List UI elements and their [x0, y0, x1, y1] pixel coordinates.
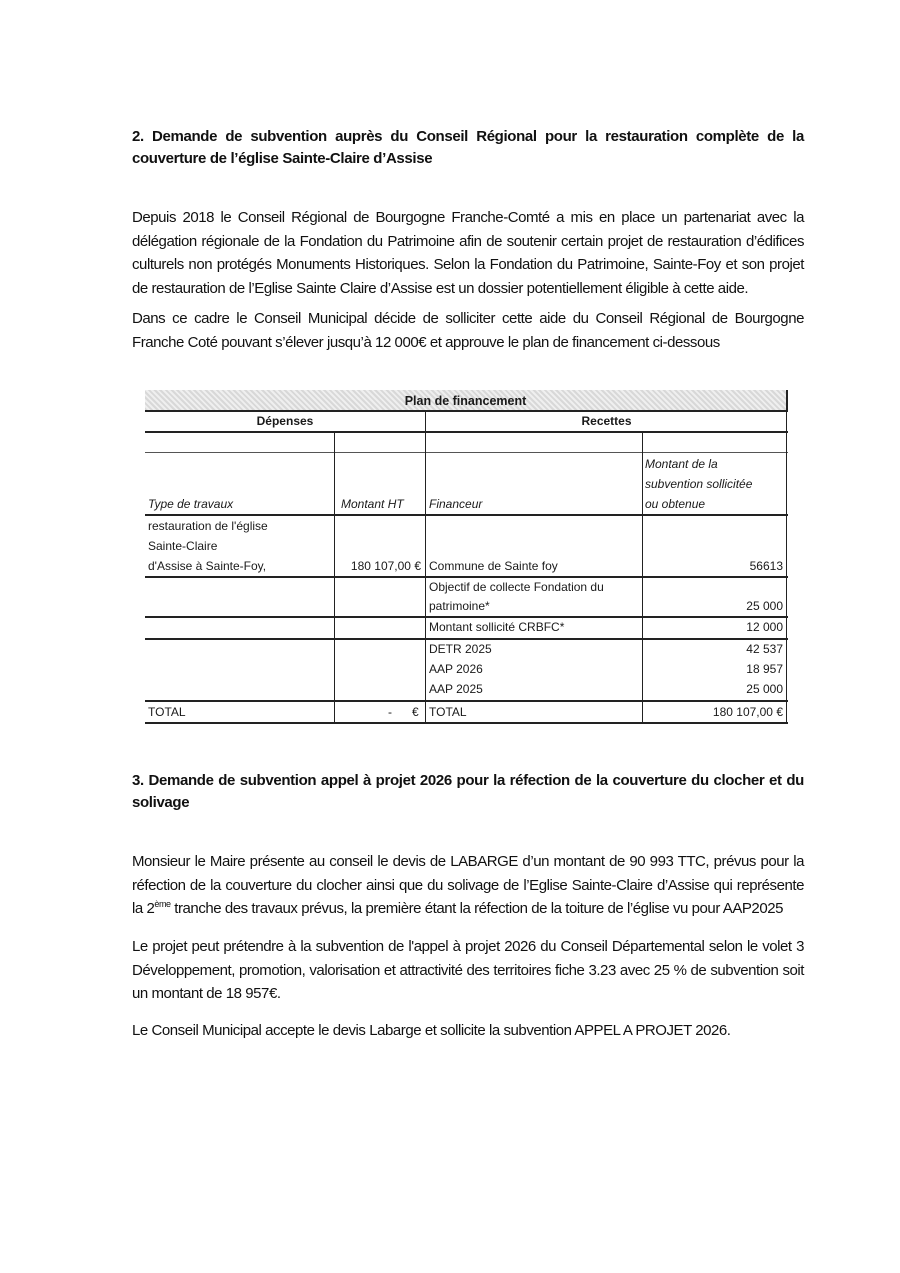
section-2-paragraph-2: Dans ce cadre le Conseil Municipal décide de solliciter cette aide du Conseil Régional de Bourgogne Franche Coté pouvant s’élever jusqu’à 12 000€ et approuve le plan de financement ci-dessous [132, 310, 804, 351]
column-header-financeur: Financeur [429, 497, 483, 511]
table-column-divider [334, 432, 335, 722]
section-3-paragraph-3: Le Conseil Municipal accepte le devis Labarge et sollicite la subvention APPEL A PROJET 2026. [132, 1022, 731, 1039]
section-3-heading: 3. Demande de subvention appel à projet 2026 pour la réfection de la couverture du clocher et du solivage [132, 772, 804, 811]
column-header-montant-subvention: ou obtenue [645, 497, 706, 511]
depense-montant-ht: 180 107,00 € [350, 559, 421, 573]
total-recettes-value: 180 107,00 € [712, 705, 783, 719]
column-header-montant-subvention: Montant de la [645, 457, 718, 471]
column-header-montant-subvention: subvention sollicitée [645, 477, 753, 491]
total-depenses-currency: € [412, 705, 419, 719]
column-header-type: Type de travaux [148, 497, 234, 511]
header-recettes: Recettes [581, 414, 632, 428]
section-3-paragraph-2: Le projet peut prétendre à la subvention de l'appel à projet 2026 du Conseil Départemental selon le volet 3 Développement, promotion, valorisation et attractivité des territoires fiche 3.23 avec 25 % de subvention soit un montant de 18 957€. [132, 938, 804, 1002]
recette-financeur: AAP 2025 [429, 682, 483, 696]
table-rule [145, 514, 788, 516]
recette-montant: 12 000 [746, 620, 783, 634]
total-depenses-dash: - [388, 705, 392, 719]
table-rule [145, 431, 788, 433]
paragraph-text: tranche des travaux prévus, la première étant la réfection de la toiture de l’église vu pour AAP2025 [170, 900, 783, 917]
recette-montant: 18 957 [746, 662, 783, 676]
depense-type: Sainte-Claire [148, 539, 218, 553]
ordinal-superscript: ème [154, 899, 171, 909]
recette-montant: 25 000 [746, 682, 783, 696]
depense-type: restauration de l'église [148, 519, 268, 533]
depense-type: d'Assise à Sainte-Foy, [148, 559, 267, 573]
recette-financeur: DETR 2025 [429, 642, 492, 656]
table-column-divider [786, 390, 787, 722]
table-column-divider [642, 432, 643, 722]
section-2-paragraph-1: Depuis 2018 le Conseil Régional de Bourgogne Franche-Comté a mis en place un partenariat avec la délégation régionale de la Fondation du Patrimoine afin de soutenir certain projet de restauration d’édifices culturels non protégés Monuments Historiques. Selon la Fondation du Patrimoine, Sainte-Foy et son projet de restauration de l’Eglise Sainte Claire d’Assise est un dossier potentiellement éligible à cette aide. [132, 209, 804, 297]
recette-montant: 42 537 [746, 642, 783, 656]
recette-financeur: Montant sollicité CRBFC* [429, 620, 565, 634]
table-title: Plan de financement [145, 390, 788, 410]
column-header-montant-ht: Montant HT [341, 497, 404, 511]
total-depenses-label: TOTAL [148, 705, 186, 719]
table-column-divider [425, 410, 426, 722]
recette-montant: 56613 [749, 559, 783, 573]
table-rule [145, 700, 788, 702]
section-2-heading: 2. Demande de subvention auprès du Conseil Régional pour la restauration complète de la couverture de l’église Sainte-Claire d’Assise [132, 128, 804, 167]
recette-financeur: Objectif de collecte Fondation du [429, 580, 604, 594]
total-recettes-label: TOTAL [429, 705, 467, 719]
recette-financeur: Commune de Sainte foy [429, 559, 558, 573]
table-rule [145, 722, 788, 724]
header-depenses: Dépenses [256, 414, 314, 428]
table-rule [145, 452, 788, 453]
recette-financeur: patrimoine* [429, 599, 490, 613]
financing-plan-table [145, 390, 788, 730]
paragraph-text: Monsieur le Maire présente au conseil le devis de LABARGE d’un montant de 90 993 TTC, prévus pour la réfection de la couverture du clocher ainsi que du solivage de l’Eglise Sainte-Claire d’Assise qui représente la 2 [132, 853, 804, 917]
recette-montant: 25 000 [746, 599, 783, 613]
section-3-paragraph-1 [132, 850, 804, 921]
recette-financeur: AAP 2026 [429, 662, 483, 676]
